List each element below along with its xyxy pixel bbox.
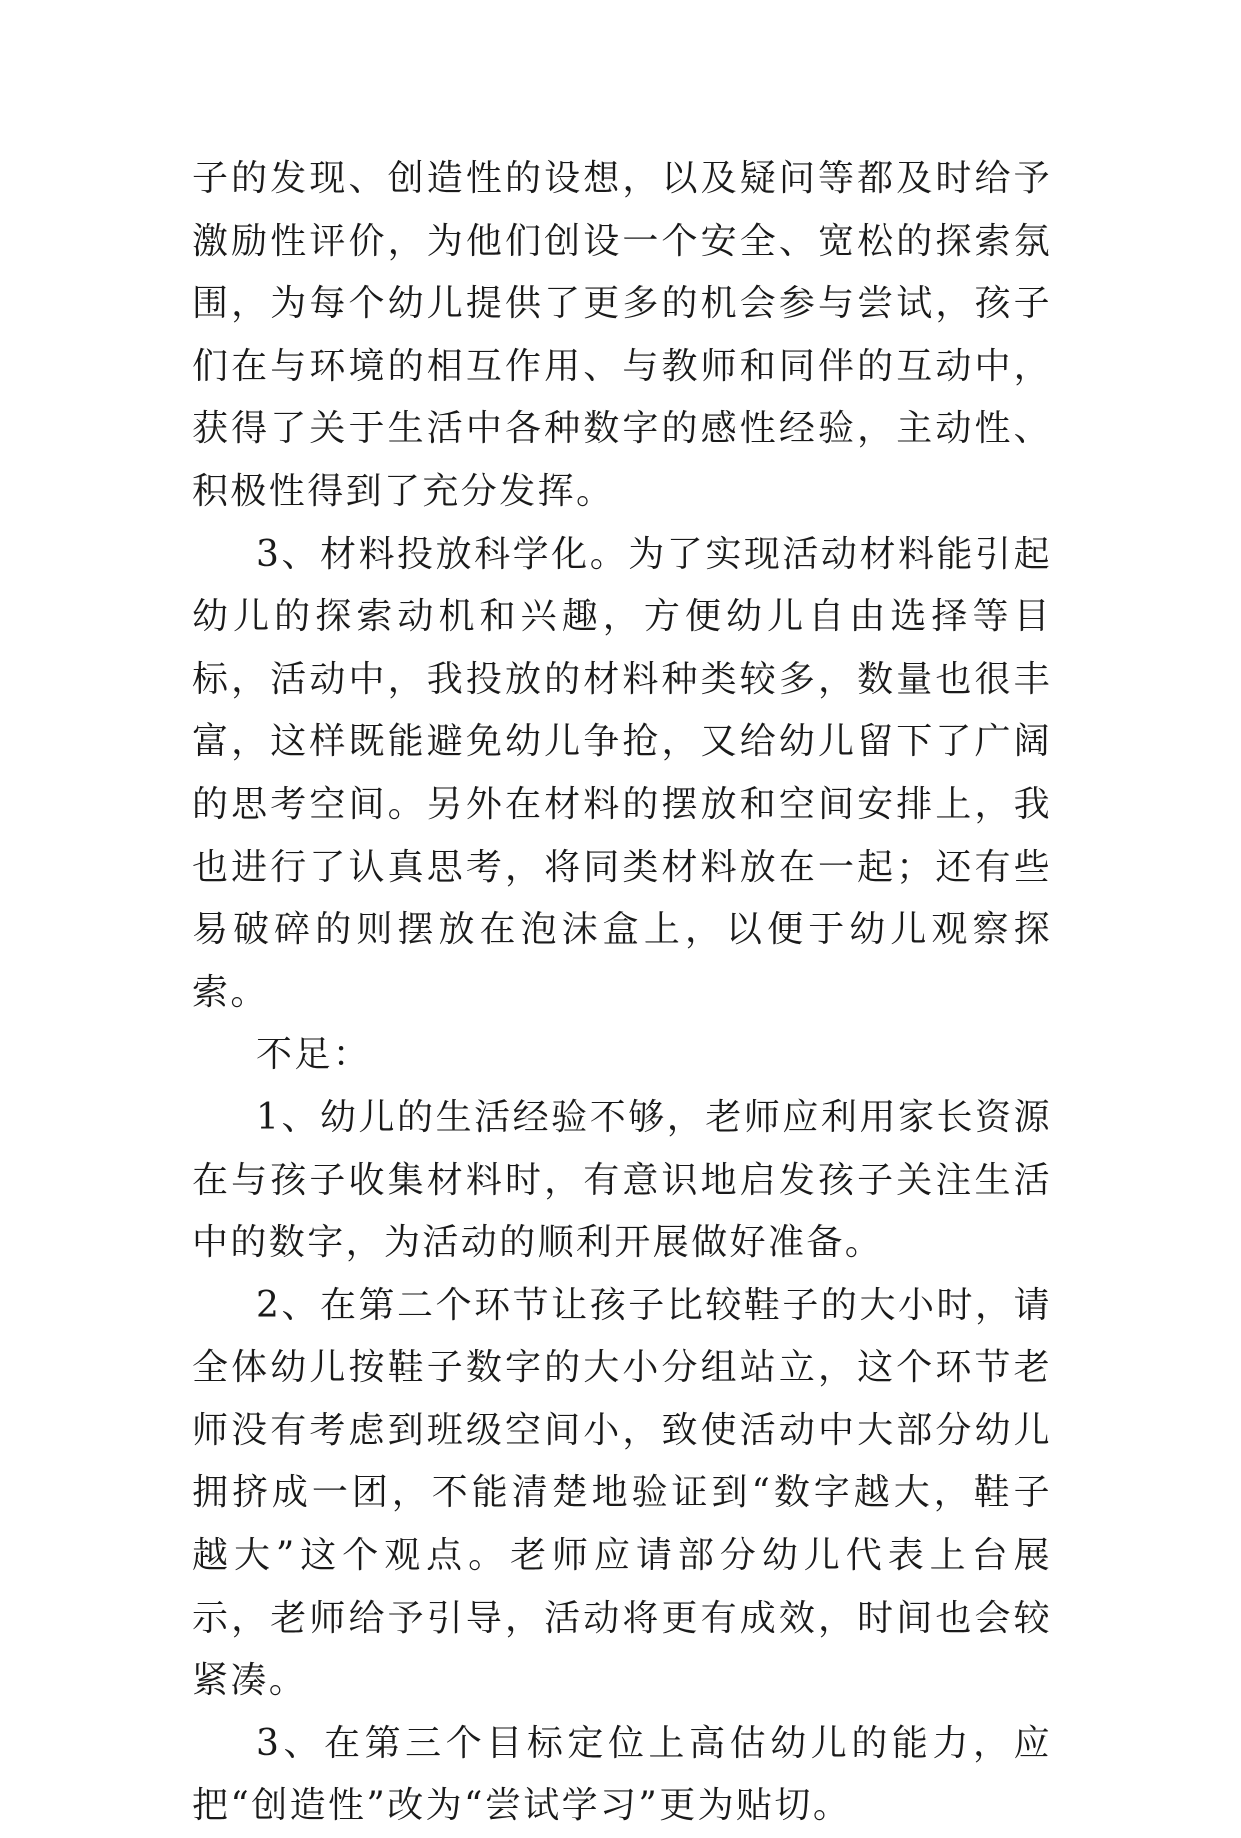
paragraph-shortcoming-3: 3、在第三个目标定位上高估幼儿的能力，应把“创造性”改为“尝试学习”更为贴切。 bbox=[192, 1722, 1052, 1827]
paragraph-materials-point-3: 3、材料投放科学化。为了实现活动材料能引起幼儿的探索动机和兴趣，方便幼儿自由选择等目标，活动中，我投放的材料种类较多，数量也很丰富，这样既能避免幼儿争抢，又给幼儿留下了广阔的思考空间。另外在材料的摆放和空间安排上，我也进行了认真思考，将同类材料放在一起；还有些易破碎的则摆放在泡沫盒上，以便于幼儿观察探索。 bbox=[192, 533, 1052, 1013]
paragraph-shortcoming-1: 1、幼儿的生活经验不够，老师应利用家长资源在与孩子收集材料时，有意识地启发孩子关注生活中的数字，为活动的顺利开展做好准备。 bbox=[192, 1096, 1052, 1264]
body-text bbox=[192, 148, 1052, 1838]
paragraph-shortcoming-2: 2、在第二个环节让孩子比较鞋子的大小时，请全体幼儿按鞋子数字的大小分组站立，这个环节老师没有考虑到班级空间小，致使活动中大部分幼儿拥挤成一团，不能清楚地验证到“数字越大，鞋子越大”这个观点。老师应请部分幼儿代表上台展示，老师给予引导，活动将更有成效，时间也会较紧凑。 bbox=[192, 1284, 1052, 1702]
shortcomings-heading: 不足： bbox=[256, 1034, 372, 1076]
paragraph-continuation: 子的发现、创造性的设想，以及疑问等都及时给予激励性评价，为他们创设一个安全、宽松的探索氛围，为每个幼儿提供了更多的机会参与尝试，孩子们在与环境的相互作用、与教师和同伴的互动中，获得了关于生活中各种数字的感性经验，主动性、积极性得到了充分发挥。 bbox=[192, 158, 1052, 512]
